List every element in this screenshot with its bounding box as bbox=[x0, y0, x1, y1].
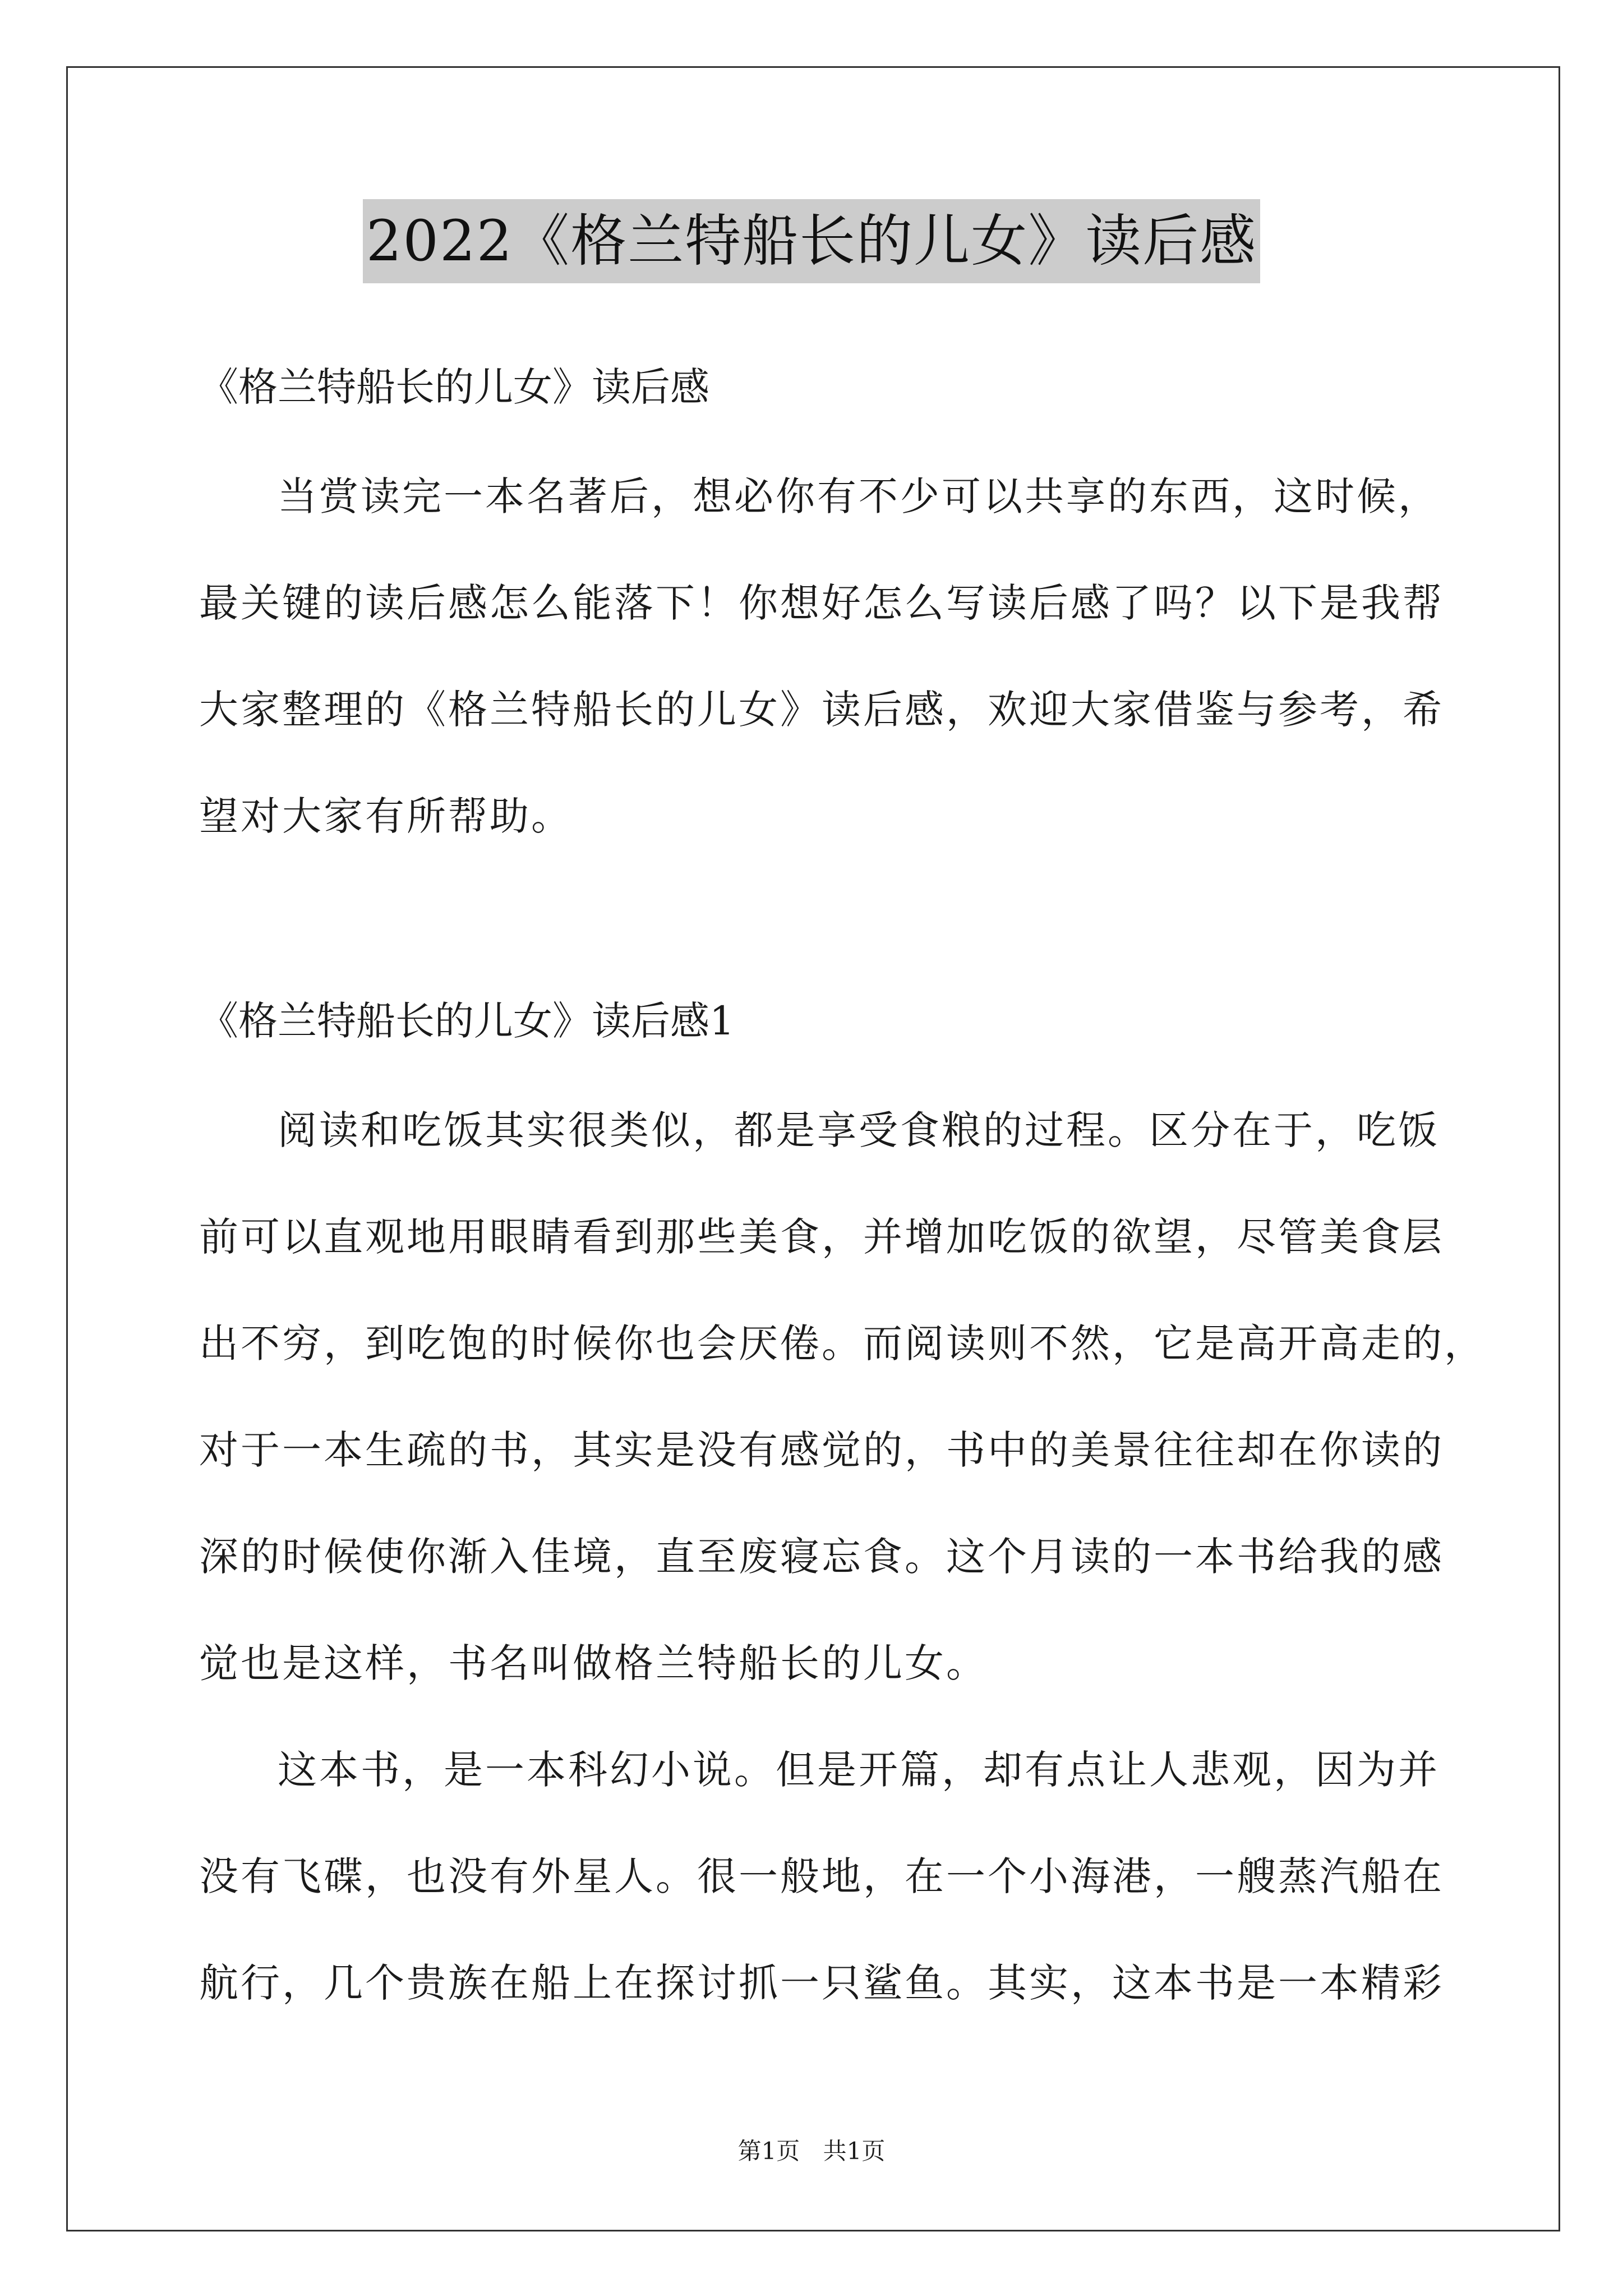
subtitle: 《格兰特船长的儿女》读后感 bbox=[199, 364, 709, 410]
paragraph-line: 出不穷，到吃饱的时候你也会厌倦。而阅读则不然，它是高开高走的， bbox=[199, 1320, 1486, 1366]
paragraph-line: 对于一本生疏的书，其实是没有感觉的，书中的美景往往却在你读的 bbox=[199, 1427, 1444, 1473]
paragraph-line: 望对大家有所帮助。 bbox=[199, 793, 573, 839]
paragraph-line: 深的时候使你渐入佳境，直至废寝忘食。这个月读的一本书给我的感 bbox=[199, 1534, 1444, 1580]
section1-paragraph-2 bbox=[199, 1717, 1467, 2036]
section-heading: 《格兰特船长的儿女》读后感1 bbox=[199, 998, 735, 1044]
paragraph-line: 没有飞碟，也没有外星人。很一般地，在一个小海港，一艘蒸汽船在 bbox=[199, 1853, 1444, 1899]
paragraph-line: 阅读和吃饭其实很类似，都是享受食粮的过程。区分在于，吃饭 bbox=[278, 1107, 1440, 1153]
paragraph-line: 航行，几个贵族在船上在探讨抓一只鲨鱼。其实，这本书是一本精彩 bbox=[199, 1960, 1444, 2006]
paragraph-line: 大家整理的《格兰特船长的儿女》读后感，欢迎大家借鉴与参考，希 bbox=[199, 687, 1444, 733]
page-footer bbox=[0, 2134, 1623, 2168]
page-number-total: 共1页 bbox=[823, 2137, 886, 2165]
page-number-current: 第1页 bbox=[737, 2137, 800, 2165]
paragraph-line: 这本书，是一本科幻小说。但是开篇，却有点让人悲观，因为并 bbox=[278, 1747, 1440, 1793]
intro-paragraph bbox=[199, 443, 1467, 869]
section1-paragraph-1 bbox=[199, 1077, 1486, 1717]
paragraph-line: 前可以直观地用眼睛看到那些美食，并增加吃饭的欲望，尽管美食层 bbox=[199, 1214, 1444, 1260]
document-title: 2022《格兰特船长的儿女》读后感 bbox=[363, 199, 1261, 283]
paragraph-line: 觉也是这样，书名叫做格兰特船长的儿女。 bbox=[199, 1640, 988, 1686]
title-container bbox=[0, 199, 1623, 283]
paragraph-line: 最关键的读后感怎么能落下！你想好怎么写读后感了吗？以下是我帮 bbox=[199, 580, 1444, 626]
paragraph-line: 当赏读完一本名著后，想必你有不少可以共享的东西，这时候， bbox=[278, 473, 1440, 519]
